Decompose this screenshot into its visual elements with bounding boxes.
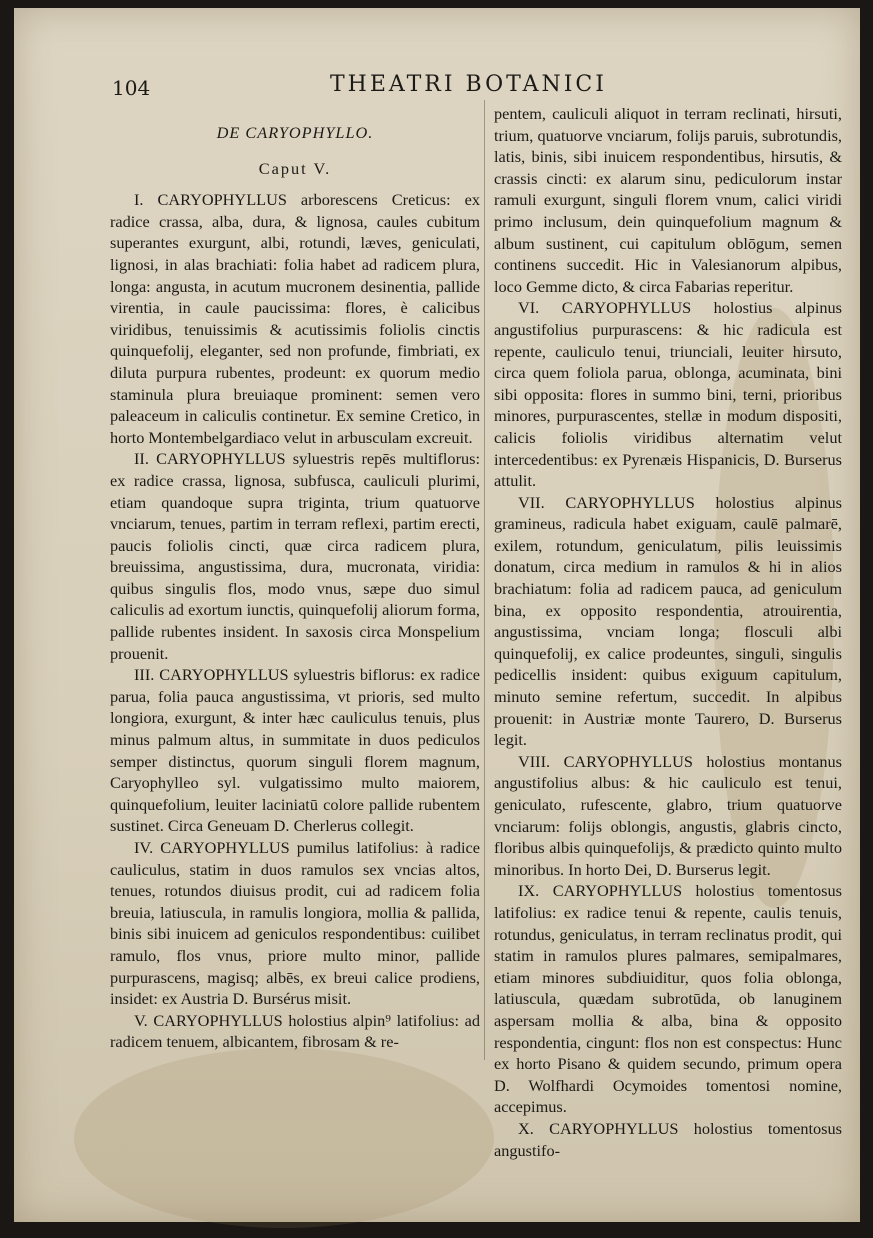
paragraph: VI. CARYOPHYLLUS holostius alpinus angustifolius purpurascens: & hic radicula est repente, cauliculo tenui, triunciali, leuiter hirsuto, circa quem foliola parua, oblonga, acuminata, bini sibi opposita: flores in summo bini, terni, prioribus minores, purpurascentes, stellæ in modum dispositi, calicis foliolis viridibus alternatim velut intercedentibus: ex Pyrenæis Hispanicis, D. Burserus attulit.	[494, 298, 842, 491]
paragraph: pentem, cauliculi aliquot in terram reclinati, hirsuti, trium, quatuorve vnciarum, folijs paruis, subrotundis, latis, binis, sibi inuicem respondentibus, hirsutis, & crassis cincti: ex alarum sinu, pediculorum instar ramuli exurgunt, singuli florem vnum, calici viridi primo inclusum, dein quinquefolium magnum & album sustinent, cui capitulum oblōgum, semen continens succedit. Hic in Valesianorum alpibus, loco Gemme dicto, & circa Fabarias reperitur.	[494, 104, 842, 296]
paragraph: III. CARYOPHYLLUS syluestris biflorus: ex radice parua, folia pauca angustissima, vt prioris, sed multo longiora, exurgunt, & inter hæc cauliculus tenuis, plus minus palmum altus, in summitate in duos pediculos semper distinctus, quorum singuli florem magnum, Caryophylleo syl. vulgatissimo multo maiorem, quinquefolium, leuiter laciniatū colore pallide rubentem sustinet. Circa Geneuam D. Cherlerus collegit.	[110, 665, 480, 836]
section-title: DE CARYOPHYLLO.	[216, 123, 374, 142]
paragraph: IV. CARYOPHYLLUS pumilus latifolius: à radice cauliculus, statim in duos ramulos sex vncias altos, tenues, rotundos diuisus prodit, cui ad radicem folia breuia, latiuscula, in ramulis longiora, mollia & pallida, binis sibi inuicem ad geniculos respondentibus: cuilibet ramulo, flos vnus, priore multo minor, pallide purpurascens, magisq; albēs, ex breui calice prodiens, insidet: ex Austria D. Bursérus misit.	[110, 838, 480, 1009]
paragraph: X. CARYOPHYLLUS holostius tomentosus angustifo-	[494, 1118, 842, 1160]
paragraph: V. CARYOPHYLLUS holostius alpin⁹ latifolius: ad radicem tenuem, albicantem, fibrosam & re-	[110, 1010, 480, 1052]
column-divider	[484, 100, 485, 1060]
page-number: 104	[112, 76, 151, 100]
left-column	[110, 100, 480, 1053]
right-column	[494, 103, 842, 1161]
paragraph: I. CARYOPHYLLUS arborescens Creticus: ex radice crassa, alba, dura, & lignosa, caules cubitum superantes exurgunt, albi, rotundi, læves, geniculati, lignosi, in alas brachiati: folia habet ad radicem plura, longa: angusta, in acutum mucronem desinentia, pallide virentia, in caule paucissima: flores, è calicibus viridibus, tenuissimis & acutissimis foliolis cinctis quinquefolij, eleganter, sed non profunde, fimbriati, ex diluta purpura rubentes, prodeunt: ex quorum medio staminula plura breuiaque prominent: semen vero paleaceum in caliculis continetur. Ex semine Cretico, in horto Montembelgardiaco velut in arbusculam excreuit.	[110, 190, 480, 447]
paragraph: IX. CARYOPHYLLUS holostius tomentosus latifolius: ex radice tenui & repente, caulis tenuis, rotundus, geniculatus, in terram reclinatus prodit, qui statim in ramulos plures palmares, semipalmares, etiam minores subdiuiditur, quos folia oblonga, latiuscula, quædam subrotūda, ob lanuginem aspersam mollia & alba, bina & opposito respondentia, cingunt: flos non est conspectus: Hunc ex horto Pisano & quidem secundo, primum opera D. Wolfhardi Ocymoides tomentosi nomine, accepimus.	[494, 881, 842, 1117]
chapter-heading: Caput V.	[258, 158, 332, 178]
paragraph: VII. CARYOPHYLLUS holostius alpinus gramineus, radicula habet exiguam, caulē palmarē, exilem, rotundum, geniculatum, pilis leuissimis donatum, circa medium in ramulos & hi in alios brachiatum: folia ad radicem pauca, ad geniculum bina, ex opposito respondentia, atrouirentia, angustissima, vnciam longa; flosculi albi quinquefolij, ex calice prodeuntes, singuli, singulis pedicellis insident: quibus exiguum capitulum, minuto semine refertum, succedit. In alpibus prouenit: in Austriæ monte Taurero, D. Burserus legit.	[494, 492, 842, 750]
paragraph: II. CARYOPHYLLUS syluestris repēs multiflorus: ex radice crassa, lignosa, subfusca, cauliculi plurimi, etiam quandoque supra triginta, trium quatuorve vnciarum, tenues, partim in terram reflexi, partim erecti, paucis foliolis cincti, quæ circa radicem plura, breuissima, angustissima, dura, mucronata, viridia: quibus singulis flos, modo vnus, sæpe duo simul caliculis ad exortum iunctis, quinquefolij aliorum forma, pallide rubentes insident. In saxosis circa Monspelium prouenit.	[110, 449, 480, 663]
paragraph: VIII. CARYOPHYLLUS holostius montanus angustifolius albus: & hic cauliculo est tenui, geniculato, rufescente, glabro, trium quatuorve vnciarum: folijs oblongis, angustis, glabris cincto, floribus albis quinquefolijs, & prædicto quinto multo minoribus. In horto Dei, D. Burserus legit.	[494, 751, 842, 879]
running-head: THEATRI BOTANICI	[330, 72, 607, 97]
paper-stain	[74, 1048, 494, 1228]
